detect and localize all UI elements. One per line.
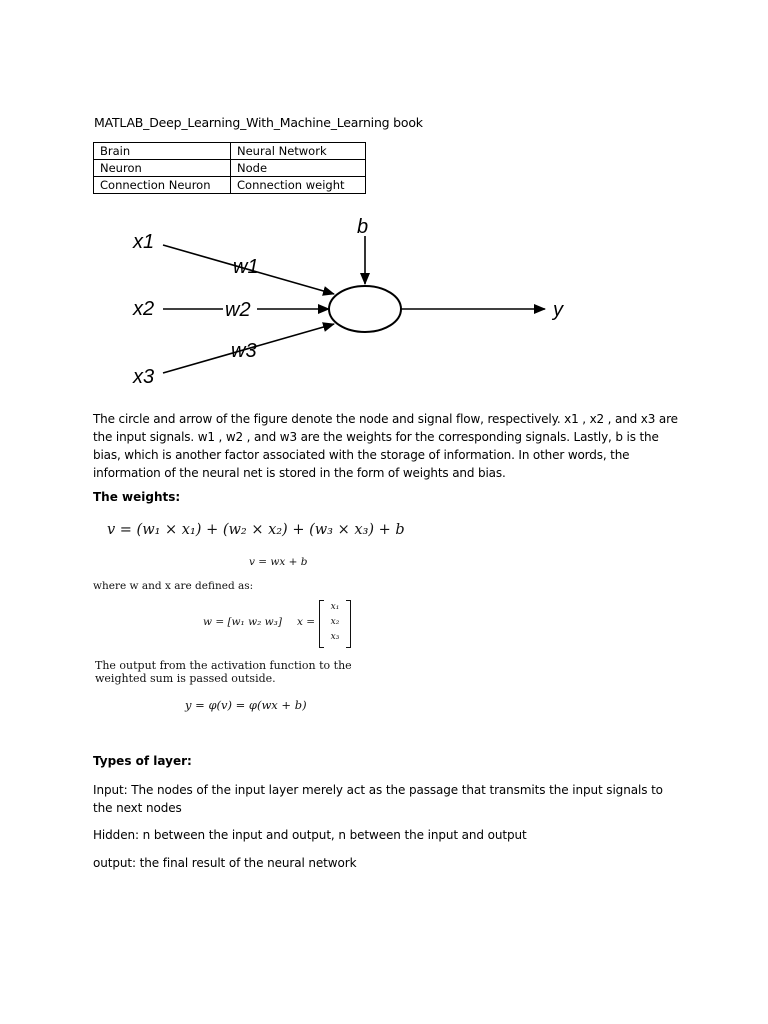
layer-output-text: output: the final result of the neural network bbox=[93, 856, 357, 870]
input-label-x1: x1 bbox=[133, 231, 155, 253]
input-label-2 bbox=[132, 298, 154, 320]
input-label-x3: x3 bbox=[133, 366, 155, 388]
vector-entry: x₂ bbox=[330, 617, 340, 627]
activation-output-text: The output from the activation function to the weighted sum is passed outside. bbox=[95, 659, 352, 685]
description-paragraph: The circle and arrow of the figure denote the node and signal flow, respectively. x1 , x2 , and x3 are the input signals. w1 , w2 , and w3 are the weights for the corresponding signals. Lastly, b is the bias, which is another factor associated with the storage of information. In other words, the information of the neural net is stored in the form of weights and bias. bbox=[93, 412, 678, 480]
input-vector-label: x = bbox=[297, 616, 316, 628]
equation-vector-form: v = wx + b bbox=[249, 556, 308, 568]
equation-activation: y = φ(v) = φ(wx + b) bbox=[185, 698, 307, 712]
table-cell: Connection Neuron bbox=[94, 177, 231, 194]
output-label: y bbox=[553, 299, 563, 321]
table-cell: Neuron bbox=[94, 160, 231, 177]
vector-entry: x₁ bbox=[330, 602, 340, 612]
weight-label-1 bbox=[233, 256, 259, 278]
layer-input-text: Input: The nodes of the input layer merely act as the passage that transmits the input signals to the next nodes bbox=[93, 783, 663, 815]
layers-heading: Types of layer: bbox=[93, 754, 192, 768]
equation-weighted-sum: v = (w₁ × x₁) + (w₂ × x₂) + (w₃ × x₃) + b bbox=[107, 522, 405, 538]
weight-label-w2: w2 bbox=[225, 299, 251, 321]
table-cell: Neural Network bbox=[231, 143, 366, 160]
input-label-1 bbox=[132, 231, 154, 253]
table-row bbox=[94, 160, 366, 177]
definition-text: where w and x are defined as: bbox=[93, 580, 254, 592]
table-cell: Connection weight bbox=[231, 177, 366, 194]
document-title: MATLAB_Deep_Learning_With_Machine_Learning book bbox=[94, 115, 423, 130]
weight-label-w1: w1 bbox=[233, 256, 259, 278]
table-row bbox=[94, 177, 366, 194]
input-label-3 bbox=[132, 366, 154, 388]
weight-vector-definition: w = [w₁ w₂ w₃] bbox=[203, 616, 282, 628]
math-figure bbox=[93, 518, 405, 718]
table-cell: Node bbox=[231, 160, 366, 177]
layer-hidden-text: Hidden: n between the input and output, n between the input and output bbox=[93, 828, 527, 842]
weight-label-2 bbox=[225, 299, 251, 321]
table-cell: Brain bbox=[94, 143, 231, 160]
table-row bbox=[94, 143, 366, 160]
input-vector-matrix bbox=[319, 600, 351, 646]
neuron-diagram bbox=[93, 212, 648, 392]
vector-entry: x₃ bbox=[330, 632, 340, 642]
brain-network-table bbox=[93, 142, 366, 194]
weights-heading: The weights: bbox=[93, 490, 181, 504]
node-circle bbox=[329, 286, 401, 332]
input-label-x2: x2 bbox=[133, 298, 155, 320]
weight-label-3 bbox=[231, 340, 257, 362]
weight-label-w3: w3 bbox=[231, 340, 257, 362]
bias-label: b bbox=[357, 216, 369, 238]
